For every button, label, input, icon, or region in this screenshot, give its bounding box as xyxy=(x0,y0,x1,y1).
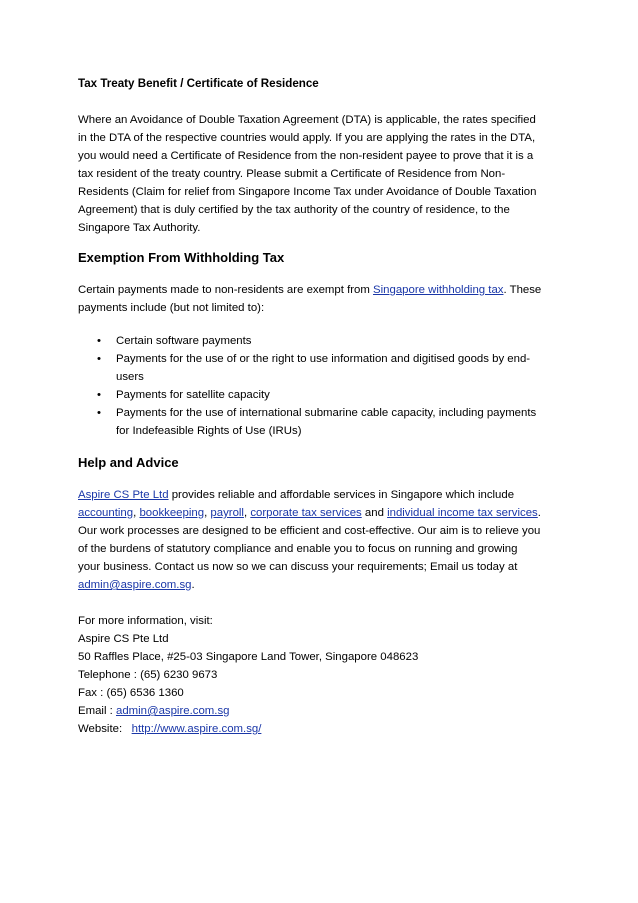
intro-text: Certain payments made to non-residents are exempt from xyxy=(78,284,374,296)
payroll-link[interactable]: payroll xyxy=(210,507,244,519)
help-paragraph xyxy=(78,486,568,594)
website-label: Website: xyxy=(78,723,132,735)
list-item-text: Payments for the use of international submarine cable capacity, including payments xyxy=(116,407,537,419)
contact-address: 50 Raffles Place, #25-03 Singapore Land Tower, Singapore 048623 xyxy=(78,651,419,663)
separator-text: . xyxy=(537,507,541,519)
bullet-icon: • xyxy=(97,389,101,401)
bullet-icon: • xyxy=(97,353,101,365)
list-item-text: Payments for satellite capacity xyxy=(116,389,270,401)
contact-email-link[interactable]: admin@aspire.com.sg xyxy=(115,705,230,717)
help-text: provides reliable and affordable services in Singapore which include xyxy=(168,489,515,501)
corporate-tax-services-link[interactable]: corporate tax services xyxy=(250,507,362,519)
paragraph-line: payments include (but not limited to): xyxy=(78,302,265,314)
paragraph-line xyxy=(78,486,568,504)
list-item-text: users xyxy=(116,371,144,383)
separator-text: , xyxy=(243,507,251,519)
exemption-intro xyxy=(78,281,568,317)
paragraph-line xyxy=(78,576,568,594)
bullet-icon: • xyxy=(97,335,101,347)
paragraph-line: Agreement) that is duly certified by the tax authority of the country of residence, to the xyxy=(78,204,510,216)
list-item-text: Payments for the use of or the right to use information and digitised goods by end- xyxy=(116,353,531,365)
section-heading-exemption: Exemption From Withholding Tax xyxy=(78,250,285,265)
separator-text: , xyxy=(133,507,140,519)
separator-text: and xyxy=(361,507,388,519)
paragraph-line: Our work processes are designed to be efficient and cost-effective. Our aim is to relieve you xyxy=(78,525,541,537)
list-item xyxy=(78,404,568,440)
contact-telephone: Telephone : (65) 6230 9673 xyxy=(78,669,218,681)
individual-income-tax-services-link[interactable]: individual income tax services xyxy=(387,507,538,519)
paragraph-line: tax resident of the treaty country. Please submit a Certificate of Residence from Non- xyxy=(78,168,506,180)
contact-fax: Fax : (65) 6536 1360 xyxy=(78,687,184,699)
section-heading-tax-treaty: Tax Treaty Benefit / Certificate of Residence xyxy=(78,77,319,90)
paragraph-line: of the burdens of statutory compliance and enable you to focus on running and growing xyxy=(78,543,518,555)
paragraph-line xyxy=(78,504,568,522)
email-link[interactable]: admin@aspire.com.sg xyxy=(78,579,192,591)
paragraph-line xyxy=(78,281,568,299)
help-text: . xyxy=(191,579,195,591)
singapore-withholding-tax-link[interactable]: Singapore withholding tax xyxy=(373,284,504,296)
website-link[interactable]: http://www.aspire.com.sg/ xyxy=(131,723,262,735)
contact-company: Aspire CS Pte Ltd xyxy=(78,633,169,645)
contact-website-line xyxy=(78,720,568,738)
email-label: Email : xyxy=(78,705,116,717)
paragraph-line: you would need a Certificate of Residence from the non-resident payee to prove that it is a xyxy=(78,150,534,162)
aspire-company-link[interactable]: Aspire CS Pte Ltd xyxy=(78,489,169,501)
list-item-text: Certain software payments xyxy=(116,335,252,347)
list-item xyxy=(78,350,568,386)
list-item xyxy=(78,332,568,350)
paragraph-line: Singapore Tax Authority. xyxy=(78,222,201,234)
exempt-payments-list xyxy=(78,332,568,440)
list-item-text: for Indefeasible Rights of Use (IRUs) xyxy=(116,425,302,437)
separator-text: , xyxy=(204,507,211,519)
paragraph-line: your business. Contact us now so we can discuss your requirements; Email us today at xyxy=(78,561,518,573)
contact-block xyxy=(78,612,568,738)
paragraph-line: Where an Avoidance of Double Taxation Agreement (DTA) is applicable, the rates specified xyxy=(78,114,536,126)
paragraph-line: in the DTA of the respective countries would apply. If you are applying the rates in the DTA, xyxy=(78,132,536,144)
intro-text: . These xyxy=(503,284,542,296)
tax-treaty-paragraph xyxy=(78,111,568,237)
document-page xyxy=(78,75,568,738)
section-heading-help: Help and Advice xyxy=(78,455,179,470)
contact-email-line xyxy=(78,702,568,720)
accounting-link[interactable]: accounting xyxy=(78,507,134,519)
bullet-icon: • xyxy=(97,407,101,419)
list-item xyxy=(78,386,568,404)
bookkeeping-link[interactable]: bookkeeping xyxy=(139,507,205,519)
contact-intro: For more information, visit: xyxy=(78,615,213,627)
paragraph-line: Residents (Claim for relief from Singapore Income Tax under Avoidance of Double Taxation xyxy=(78,186,537,198)
